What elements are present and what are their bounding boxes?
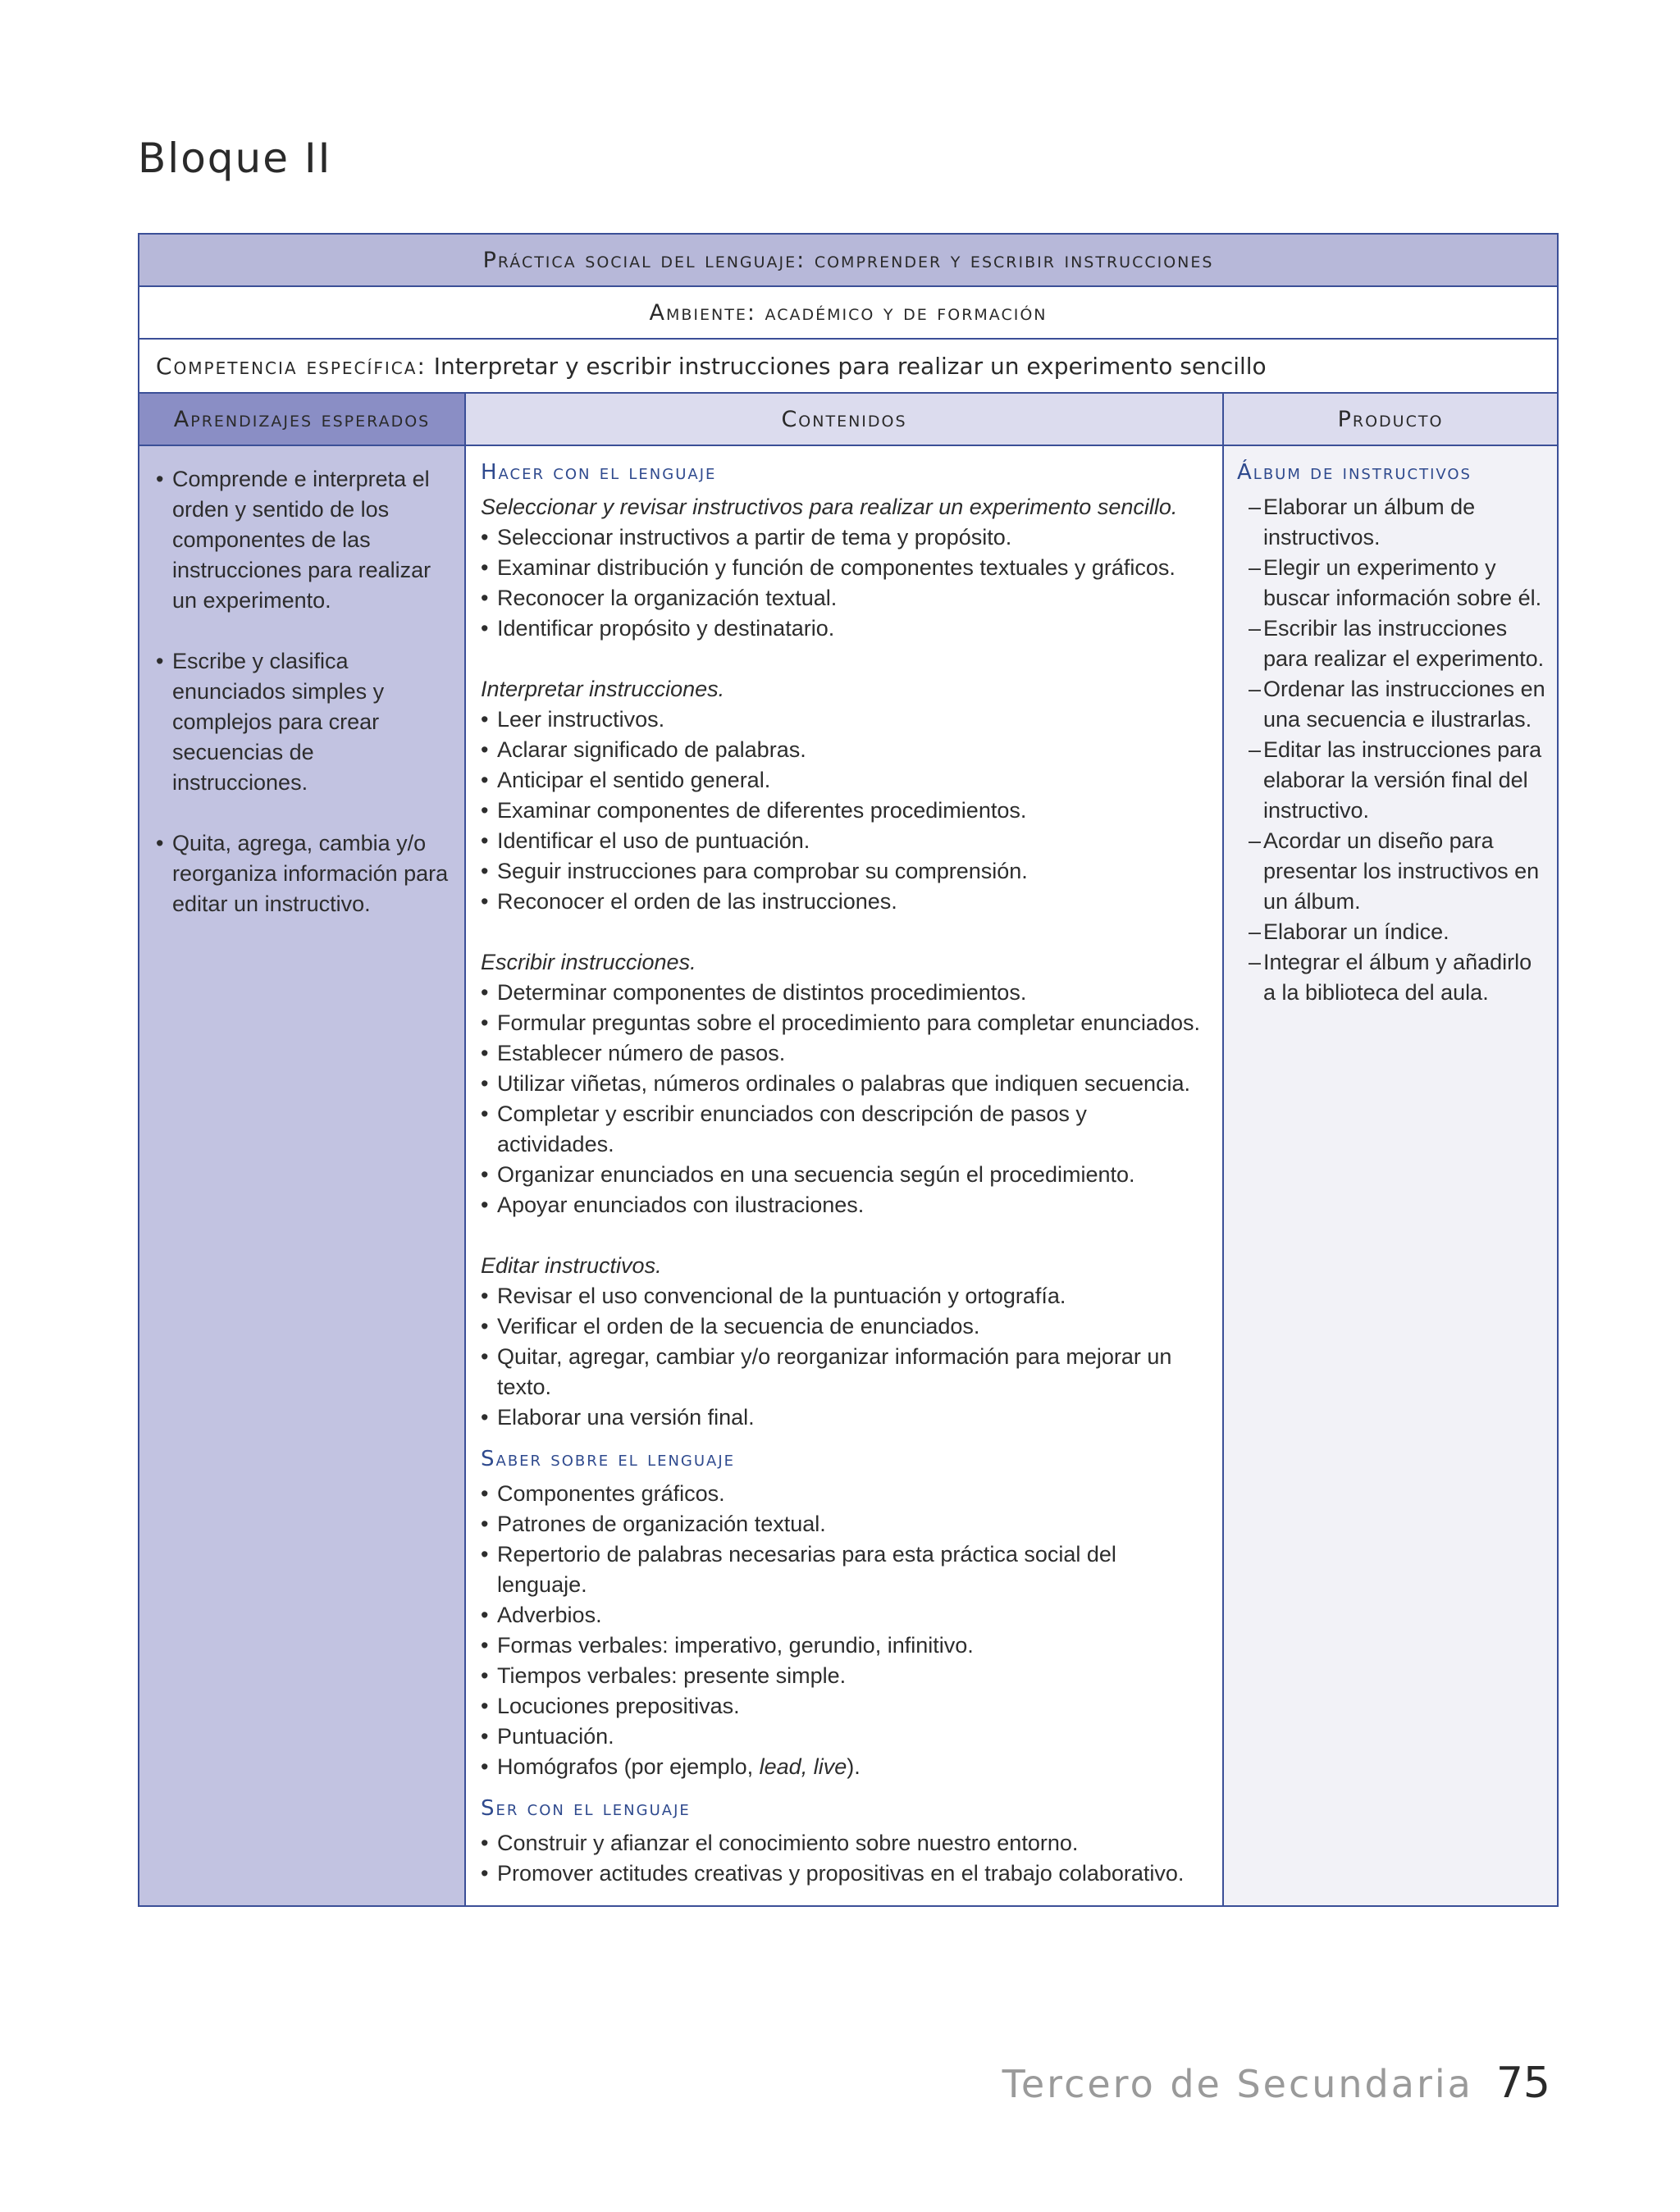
saber-section-title: Saber sobre el lenguaje	[481, 1447, 736, 1471]
list-item: – Acordar un diseño para presentar los instructivos en un álbum.	[1237, 826, 1545, 917]
course-name: Tercero de Secundaria	[1002, 2062, 1473, 2106]
homografos-examples: lead, live	[759, 1754, 847, 1779]
saber-list	[481, 1479, 1206, 1782]
contenidos-group	[481, 492, 1206, 644]
list-item: • Promover actitudes creativas y propositivas en el trabajo colaborativo.	[481, 1859, 1206, 1889]
ser-list	[481, 1828, 1206, 1889]
list-item: • Aclarar significado de palabras.	[481, 735, 1206, 765]
group-list	[481, 522, 1206, 644]
aprendizajes-header: Aprendizajes esperados	[139, 393, 465, 445]
list-item: – Elegir un experimento y buscar información sobre él.	[1237, 553, 1545, 613]
list-item: • Examinar distribución y función de componentes textuales y gráficos.	[481, 553, 1206, 583]
page-heading: Bloque II	[138, 135, 332, 182]
ambiente-row	[139, 286, 1558, 339]
list-item: • Formas verbales: imperativo, gerundio, infinitivo.	[481, 1630, 1206, 1661]
list-item: • Repertorio de palabras necesarias para esta práctica social del lenguaje.	[481, 1539, 1206, 1600]
contenidos-group	[481, 674, 1206, 917]
list-item: – Editar las instrucciones para elaborar la versión final del instructivo.	[1237, 735, 1545, 826]
list-item: • Componentes gráficos.	[481, 1479, 1206, 1509]
hacer-section-title: Hacer con el lenguaje	[481, 460, 717, 485]
list-item: • Revisar el uso convencional de la puntuación y ortografía.	[481, 1281, 1206, 1311]
homografos-prefix: Homógrafos (por ejemplo,	[497, 1754, 760, 1779]
list-item: • Identificar propósito y destinatario.	[481, 613, 1206, 644]
list-item: • Escribe y clasifica enunciados simples y complejos para crear secuencias de instrucciones.	[156, 646, 450, 798]
list-item: • Determinar componentes de distintos procedimientos.	[481, 978, 1206, 1008]
ser-group	[481, 1828, 1206, 1889]
competencia-label: Competencia específica:	[156, 352, 427, 380]
group-list	[481, 978, 1206, 1220]
list-item: • Locuciones prepositivas.	[481, 1691, 1206, 1722]
list-item: • Puntuación.	[481, 1722, 1206, 1752]
list-item: • Formular preguntas sobre el procedimiento para completar enunciados.	[481, 1008, 1206, 1038]
contenidos-group	[481, 947, 1206, 1220]
list-item: • Anticipar el sentido general.	[481, 765, 1206, 796]
group-subtitle: Seleccionar y revisar instructivos para realizar un experimento sencillo.	[481, 495, 1178, 519]
group-subtitle: Editar instructivos.	[481, 1253, 662, 1278]
homografos-item	[481, 1752, 1206, 1782]
contenidos-cell	[465, 445, 1223, 1906]
practica-title: Práctica social del lenguaje: comprender y escribir instrucciones	[139, 234, 1558, 286]
group-subtitle: Interpretar instrucciones.	[481, 677, 725, 701]
producto-header: Producto	[1223, 393, 1558, 445]
list-item: • Verificar el orden de la secuencia de enunciados.	[481, 1311, 1206, 1342]
program-table	[138, 233, 1559, 1907]
list-item: • Reconocer la organización textual.	[481, 583, 1206, 613]
list-item: • Quita, agrega, cambia y/o reorganiza información para editar un instructivo.	[156, 828, 450, 919]
column-header-row	[139, 393, 1558, 445]
list-item: – Ordenar las instrucciones en una secuencia e ilustrarlas.	[1237, 674, 1545, 735]
competencia-cell	[139, 339, 1558, 393]
list-item: • Reconocer el orden de las instrucciones.	[481, 887, 1206, 917]
list-item: • Identificar el uso de puntuación.	[481, 826, 1206, 856]
contenidos-header: Contenidos	[465, 393, 1223, 445]
list-item: – Elaborar un índice.	[1237, 917, 1545, 947]
list-item: • Quitar, agregar, cambiar y/o reorganizar información para mejorar un texto.	[481, 1342, 1206, 1402]
producto-list	[1237, 492, 1545, 1008]
list-item: • Organizar enunciados en una secuencia según el procedimiento.	[481, 1160, 1206, 1190]
list-item: – Escribir las instrucciones para realizar el experimento.	[1237, 613, 1545, 674]
list-item: • Seleccionar instructivos a partir de tema y propósito.	[481, 522, 1206, 553]
producto-cell	[1223, 445, 1558, 1906]
list-item: • Patrones de organización textual.	[481, 1509, 1206, 1539]
aprendizajes-cell	[139, 445, 465, 1906]
homografos-suffix: ).	[847, 1754, 861, 1779]
list-item: – Integrar el álbum y añadirlo a la biblioteca del aula.	[1237, 947, 1545, 1008]
content-row	[139, 445, 1558, 1906]
list-item: • Establecer número de pasos.	[481, 1038, 1206, 1069]
list-item: • Tiempos verbales: presente simple.	[481, 1661, 1206, 1691]
group-list	[481, 1281, 1206, 1433]
ser-section-title: Ser con el lenguaje	[481, 1796, 691, 1821]
group-subtitle: Escribir instrucciones.	[481, 950, 696, 974]
list-item: • Utilizar viñetas, números ordinales o palabras que indiquen secuencia.	[481, 1069, 1206, 1099]
list-item: • Adverbios.	[481, 1600, 1206, 1630]
list-item: • Leer instructivos.	[481, 705, 1206, 735]
page-footer	[984, 2059, 1550, 2108]
list-item: – Elaborar un álbum de instructivos.	[1237, 492, 1545, 553]
aprendizajes-list	[156, 464, 450, 919]
list-item: • Apoyar enunciados con ilustraciones.	[481, 1190, 1206, 1220]
list-item: • Completar y escribir enunciados con descripción de pasos y actividades.	[481, 1099, 1206, 1160]
saber-group	[481, 1479, 1206, 1782]
competencia-text: Interpretar y escribir instrucciones para realizar un experimento sencillo	[433, 352, 1267, 380]
producto-section-title: Álbum de instructivos	[1237, 460, 1472, 485]
practica-row	[139, 234, 1558, 286]
list-item: • Elaborar una versión final.	[481, 1402, 1206, 1433]
list-item: • Construir y afianzar el conocimiento sobre nuestro entorno.	[481, 1828, 1206, 1859]
ambiente-title: Ambiente: académico y de formación	[139, 286, 1558, 339]
page-number: 75	[1495, 2059, 1550, 2108]
list-item: • Examinar componentes de diferentes procedimientos.	[481, 796, 1206, 826]
group-list	[481, 705, 1206, 917]
contenidos-group	[481, 1251, 1206, 1433]
competencia-row	[139, 339, 1558, 393]
list-item: • Comprende e interpreta el orden y sentido de los componentes de las instrucciones para realizar un experimento.	[156, 464, 450, 616]
list-item: • Seguir instrucciones para comprobar su comprensión.	[481, 856, 1206, 887]
